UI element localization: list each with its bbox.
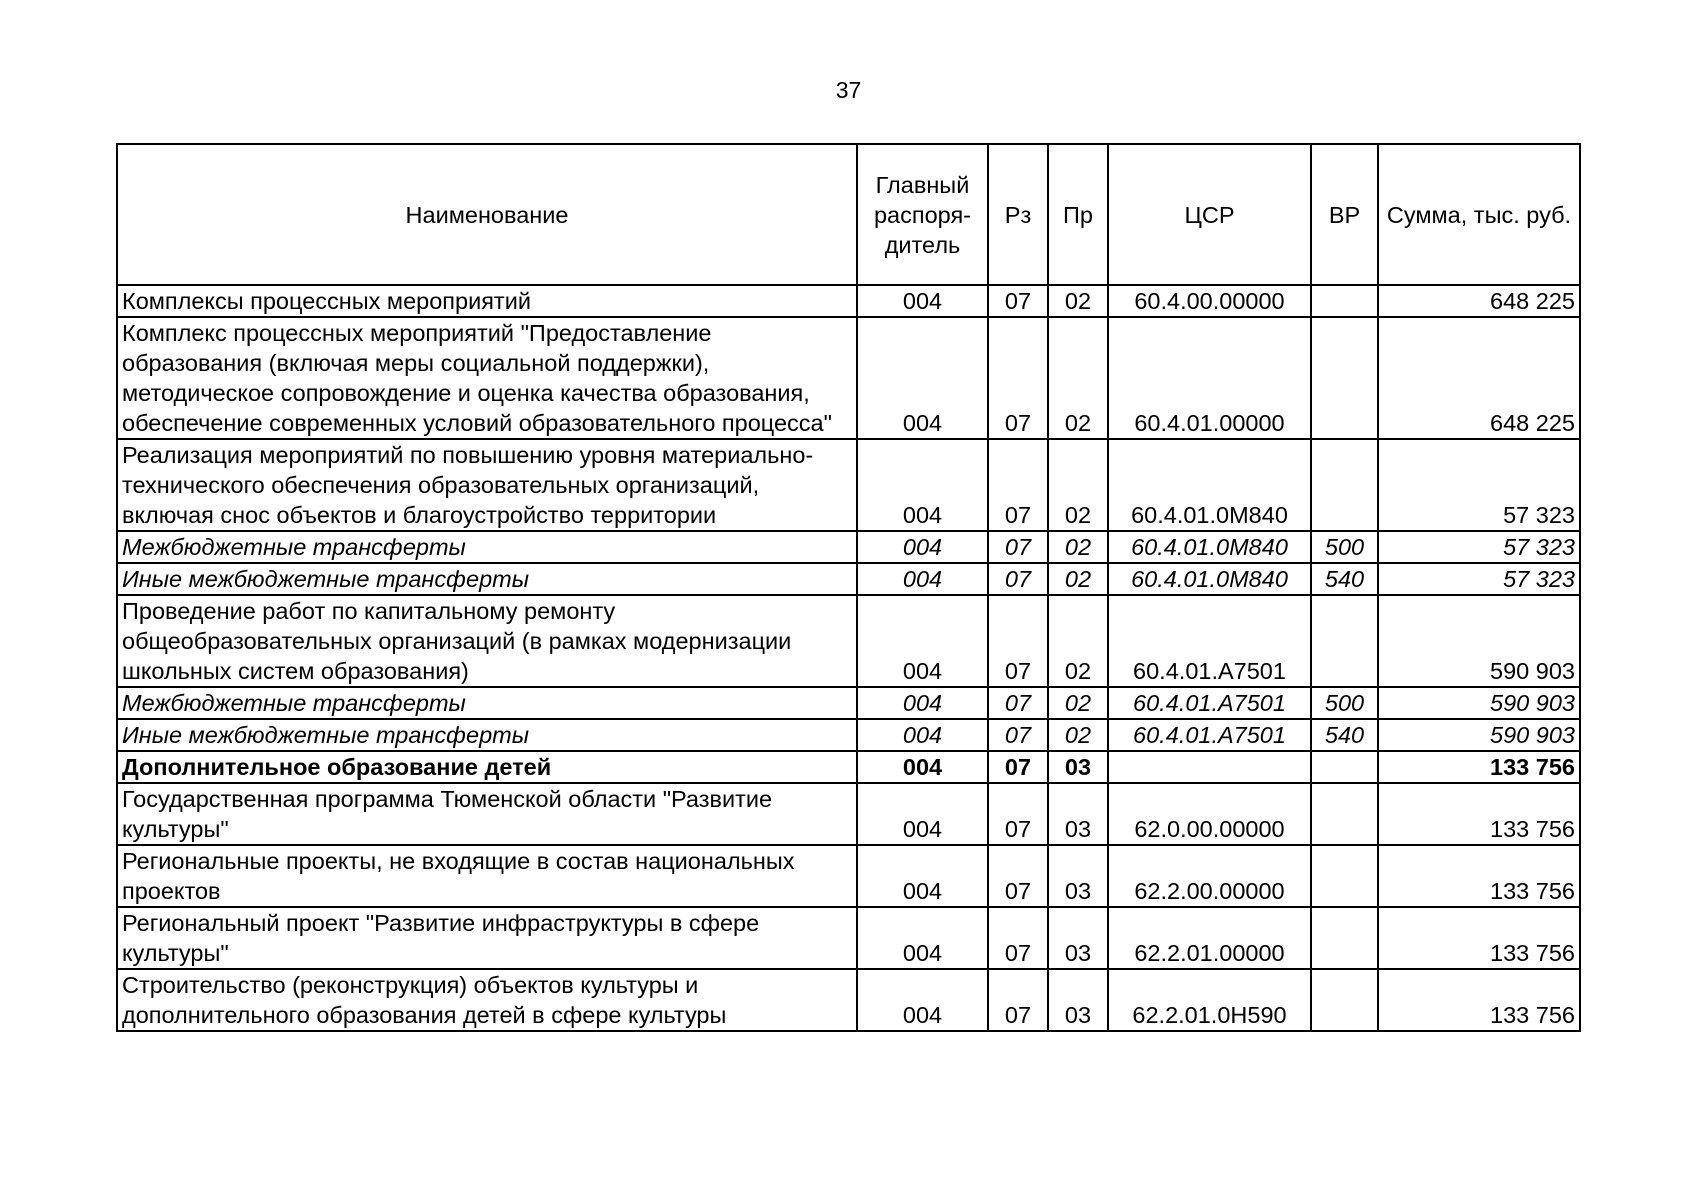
cell-name: Региональный проект "Развитие инфраструктуры в сфере культуры": [117, 907, 857, 969]
cell-name: Строительство (реконструкция) объектов культуры и дополнительного образования детей в сфере культуры: [117, 969, 857, 1031]
cell-csr: 60.4.01.А7501: [1108, 595, 1311, 687]
cell-manager: 004: [857, 687, 988, 719]
cell-name: Комплексы процессных мероприятий: [117, 285, 857, 317]
cell-pr: 03: [1048, 751, 1108, 783]
page-number: 37: [835, 77, 862, 103]
cell-pr: 02: [1048, 563, 1108, 595]
cell-pr: 03: [1048, 783, 1108, 845]
table-row: [117, 783, 1580, 845]
cell-vr: 540: [1311, 719, 1378, 751]
cell-name: Региональные проекты, не входящие в состав национальных проектов: [117, 845, 857, 907]
cell-sum: 590 903: [1378, 687, 1580, 719]
cell-sum: 133 756: [1378, 751, 1580, 783]
cell-manager: 004: [857, 595, 988, 687]
cell-csr: 60.4.01.0М840: [1108, 531, 1311, 563]
cell-name: Проведение работ по капитальному ремонту общеобразовательных организаций (в рамках модернизации школьных систем образования): [117, 595, 857, 687]
cell-sum: 57 323: [1378, 563, 1580, 595]
table-row: [117, 317, 1580, 439]
header-sum: Сумма, тыс. руб.: [1378, 144, 1580, 285]
cell-name: Дополнительное образование детей: [117, 751, 857, 783]
header-pr: Пр: [1048, 144, 1108, 285]
cell-pr: 02: [1048, 531, 1108, 563]
cell-rz: 07: [988, 595, 1048, 687]
cell-manager: 004: [857, 907, 988, 969]
cell-rz: 07: [988, 969, 1048, 1031]
cell-rz: 07: [988, 719, 1048, 751]
cell-rz: 07: [988, 317, 1048, 439]
cell-name: Реализация мероприятий по повышению уровня материально-технического обеспечения образовательных организаций, включая снос объектов и благоустройство территории: [117, 439, 857, 531]
cell-sum: 648 225: [1378, 317, 1580, 439]
cell-vr: 540: [1311, 563, 1378, 595]
cell-pr: 02: [1048, 687, 1108, 719]
cell-csr: 62.0.00.00000: [1108, 783, 1311, 845]
cell-csr: 60.4.00.00000: [1108, 285, 1311, 317]
cell-csr: 62.2.01.0Н590: [1108, 969, 1311, 1031]
cell-rz: 07: [988, 751, 1048, 783]
cell-pr: 02: [1048, 317, 1108, 439]
cell-pr: 02: [1048, 439, 1108, 531]
cell-csr: 60.4.01.А7501: [1108, 687, 1311, 719]
cell-csr: 60.4.01.0М840: [1108, 563, 1311, 595]
cell-vr: [1311, 751, 1378, 783]
cell-sum: 57 323: [1378, 531, 1580, 563]
header-manager: Главный распоря-дитель: [857, 144, 988, 285]
cell-rz: 07: [988, 439, 1048, 531]
table-row: [117, 719, 1580, 751]
cell-sum: 133 756: [1378, 845, 1580, 907]
table-row: [117, 563, 1580, 595]
table-body: [117, 285, 1580, 1031]
cell-sum: 648 225: [1378, 285, 1580, 317]
cell-pr: 03: [1048, 845, 1108, 907]
header-vr: ВР: [1311, 144, 1378, 285]
cell-csr: [1108, 751, 1311, 783]
cell-vr: [1311, 969, 1378, 1031]
cell-manager: 004: [857, 285, 988, 317]
cell-sum: 590 903: [1378, 719, 1580, 751]
cell-sum: 133 756: [1378, 907, 1580, 969]
cell-name: Государственная программа Тюменской области "Развитие культуры": [117, 783, 857, 845]
cell-vr: [1311, 907, 1378, 969]
cell-rz: 07: [988, 563, 1048, 595]
table-row: [117, 907, 1580, 969]
cell-rz: 07: [988, 907, 1048, 969]
cell-vr: [1311, 285, 1378, 317]
cell-name: Иные межбюджетные трансферты: [117, 719, 857, 751]
cell-pr: 02: [1048, 719, 1108, 751]
table-row: [117, 845, 1580, 907]
cell-vr: [1311, 439, 1378, 531]
cell-csr: 60.4.01.А7501: [1108, 719, 1311, 751]
cell-name: Межбюджетные трансферты: [117, 687, 857, 719]
cell-name: Иные межбюджетные трансферты: [117, 563, 857, 595]
cell-sum: 57 323: [1378, 439, 1580, 531]
cell-vr: [1311, 317, 1378, 439]
cell-manager: 004: [857, 719, 988, 751]
cell-vr: 500: [1311, 687, 1378, 719]
cell-vr: 500: [1311, 531, 1378, 563]
header-row: [117, 144, 1580, 285]
table-row: [117, 969, 1580, 1031]
cell-sum: 133 756: [1378, 783, 1580, 845]
cell-manager: 004: [857, 439, 988, 531]
header-csr: ЦСР: [1108, 144, 1311, 285]
cell-sum: 133 756: [1378, 969, 1580, 1031]
cell-pr: 02: [1048, 595, 1108, 687]
cell-sum: 590 903: [1378, 595, 1580, 687]
header-name: Наименование: [117, 144, 857, 285]
cell-pr: 03: [1048, 969, 1108, 1031]
cell-vr: [1311, 845, 1378, 907]
cell-csr: 60.4.01.0М840: [1108, 439, 1311, 531]
cell-manager: 004: [857, 751, 988, 783]
cell-manager: 004: [857, 845, 988, 907]
table-row: [117, 595, 1580, 687]
cell-vr: [1311, 595, 1378, 687]
cell-pr: 03: [1048, 907, 1108, 969]
budget-table: [116, 143, 1581, 1032]
cell-manager: 004: [857, 531, 988, 563]
cell-manager: 004: [857, 783, 988, 845]
cell-name: Комплекс процессных мероприятий "Предоставление образования (включая меры социальной поддержки), методическое сопровождение и оценка качества образования, обеспечение современных условий образовательного процесса": [117, 317, 857, 439]
cell-pr: 02: [1048, 285, 1108, 317]
cell-manager: 004: [857, 969, 988, 1031]
table-row: [117, 751, 1580, 783]
cell-csr: 60.4.01.00000: [1108, 317, 1311, 439]
cell-vr: [1311, 783, 1378, 845]
header-rz: Рз: [988, 144, 1048, 285]
cell-name: Межбюджетные трансферты: [117, 531, 857, 563]
cell-rz: 07: [988, 845, 1048, 907]
cell-rz: 07: [988, 531, 1048, 563]
cell-manager: 004: [857, 317, 988, 439]
table-row: [117, 687, 1580, 719]
cell-csr: 62.2.01.00000: [1108, 907, 1311, 969]
cell-rz: 07: [988, 285, 1048, 317]
cell-csr: 62.2.00.00000: [1108, 845, 1311, 907]
cell-rz: 07: [988, 783, 1048, 845]
cell-rz: 07: [988, 687, 1048, 719]
table-row: [117, 439, 1580, 531]
table-row: [117, 285, 1580, 317]
cell-manager: 004: [857, 563, 988, 595]
table-row: [117, 531, 1580, 563]
